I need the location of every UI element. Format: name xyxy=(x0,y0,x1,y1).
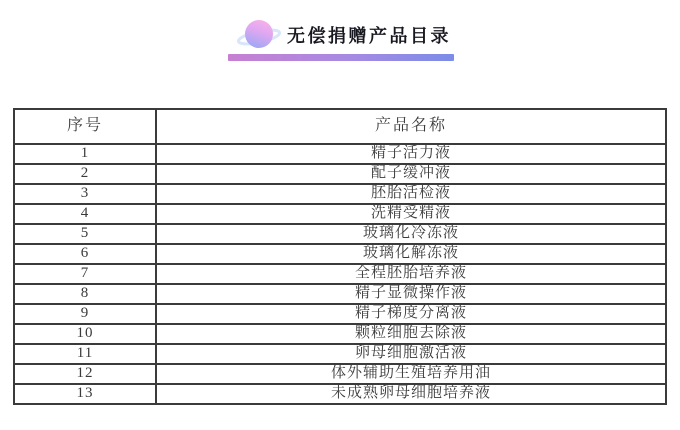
table-row xyxy=(14,184,666,204)
serial-number-cell: 1 xyxy=(14,144,156,164)
product-name-cell: 玻璃化冷冻液 xyxy=(156,224,666,244)
serial-number-cell: 13 xyxy=(14,384,156,404)
serial-number-cell: 5 xyxy=(14,224,156,244)
planet-icon-svg xyxy=(236,15,282,55)
serial-number-cell: 9 xyxy=(14,304,156,324)
product-name-cell: 玻璃化解冻液 xyxy=(156,244,666,264)
product-name-cell: 配子缓冲液 xyxy=(156,164,666,184)
product-name-cell: 全程胚胎培养液 xyxy=(156,264,666,284)
product-name-cell: 颗粒细胞去除液 xyxy=(156,324,666,344)
table-row xyxy=(14,224,666,244)
table-row xyxy=(14,164,666,184)
table-row xyxy=(14,204,666,224)
column-header-product-name: 产品名称 xyxy=(156,109,666,144)
table-row xyxy=(14,144,666,164)
product-name-cell: 洗精受精液 xyxy=(156,204,666,224)
table-row xyxy=(14,264,666,284)
product-catalog-table xyxy=(13,108,667,405)
product-name-cell: 体外辅助生殖培养用油 xyxy=(156,364,666,384)
table-row xyxy=(14,304,666,324)
serial-number-cell: 12 xyxy=(14,364,156,384)
serial-number-cell: 4 xyxy=(14,204,156,224)
column-header-serial: 序号 xyxy=(14,109,156,144)
product-name-cell: 精子梯度分离液 xyxy=(156,304,666,324)
table-header-row xyxy=(14,109,666,144)
product-name-cell: 精子活力液 xyxy=(156,144,666,164)
table-row xyxy=(14,324,666,344)
product-name-cell: 胚胎活检液 xyxy=(156,184,666,204)
title-underline-bar xyxy=(228,54,454,61)
table-row xyxy=(14,364,666,384)
page-title: 无偿捐赠产品目录 xyxy=(287,26,451,46)
serial-number-cell: 8 xyxy=(14,284,156,304)
serial-number-cell: 10 xyxy=(14,324,156,344)
table-row xyxy=(14,244,666,264)
product-name-cell: 卵母细胞激活液 xyxy=(156,344,666,364)
planet-icon xyxy=(236,15,282,55)
serial-number-cell: 6 xyxy=(14,244,156,264)
serial-number-cell: 2 xyxy=(14,164,156,184)
serial-number-cell: 3 xyxy=(14,184,156,204)
table-row xyxy=(14,344,666,364)
table-row xyxy=(14,384,666,404)
serial-number-cell: 7 xyxy=(14,264,156,284)
serial-number-cell: 11 xyxy=(14,344,156,364)
table-row xyxy=(14,284,666,304)
product-name-cell: 精子显微操作液 xyxy=(156,284,666,304)
product-name-cell: 未成熟卵母细胞培养液 xyxy=(156,384,666,404)
